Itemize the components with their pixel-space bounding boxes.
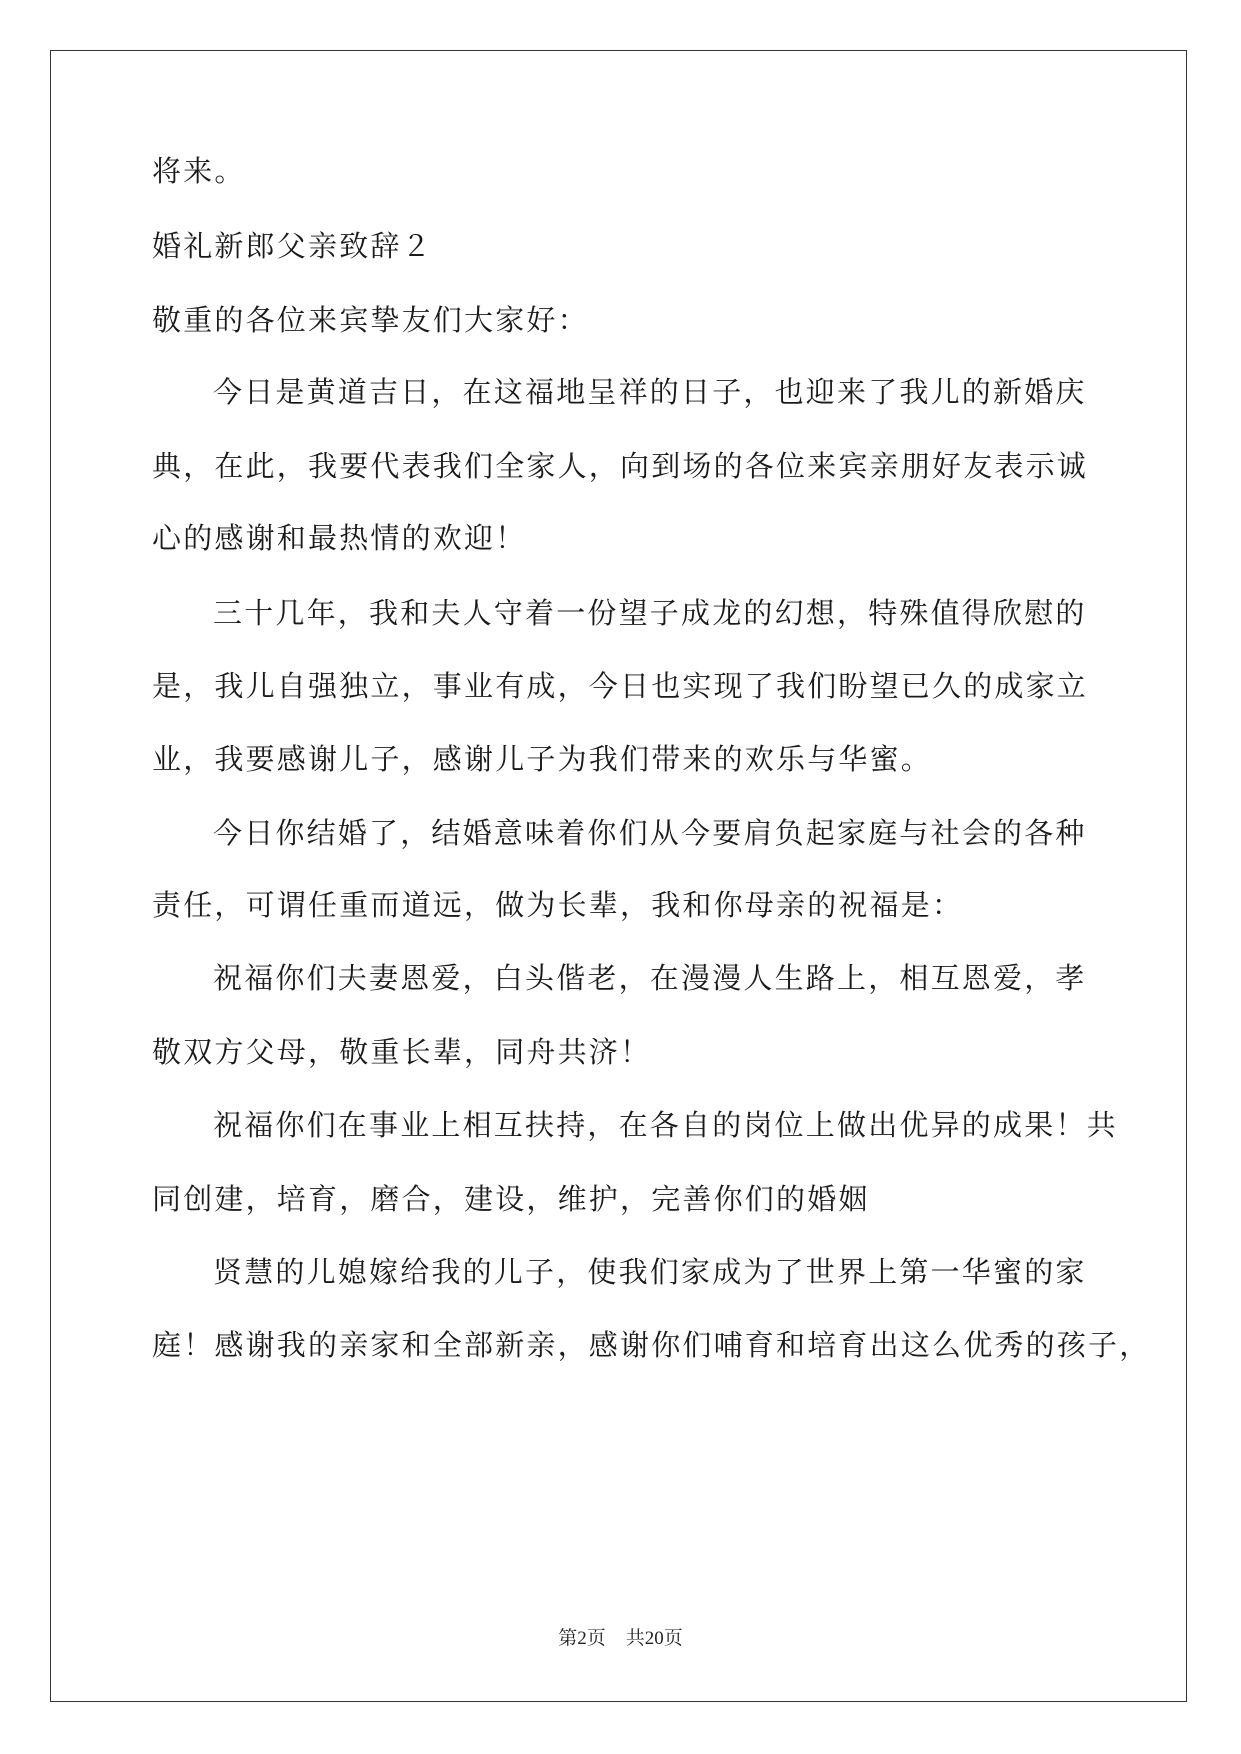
text-line: 三十几年，我和夫人守着一份望子成龙的幻想，特殊值得欣慰的 — [213, 596, 1087, 630]
text-line: 业，我要感谢儿子，感谢儿子为我们带来的欢乐与华蜜。 — [152, 742, 933, 776]
salutation: 敬重的各位来宾挚友们大家好： — [152, 303, 589, 337]
text-line: 祝福你们在事业上相互扶持，在各自的岗位上做出优异的成果！共 — [213, 1108, 1118, 1142]
section-heading: 婚礼新郎父亲致辞２ — [152, 229, 433, 263]
text-line: 贤慧的儿媳嫁给我的儿子，使我们家成为了世界上第一华蜜的家 — [213, 1255, 1087, 1289]
text-line: 同创建，培育，磨合，建设，维护，完善你们的婚姻 — [152, 1182, 870, 1216]
page-footer — [0, 1623, 1241, 1650]
text-line: 今日你结婚了，结婚意味着你们从今要肩负起家庭与社会的各种 — [213, 816, 1087, 850]
text-line: 责任，可谓任重而道远，做为长辈，我和你母亲的祝福是： — [152, 888, 964, 922]
page-number: 第2页 — [558, 1628, 606, 1649]
text-line: 心的感谢和最热情的欢迎！ — [152, 521, 527, 555]
text-line: 是，我儿自强独立，事业有成，今日也实现了我们盼望已久的成家立 — [152, 669, 1089, 703]
text-line: 敬双方父母，敬重长辈，同舟共济！ — [152, 1035, 652, 1069]
text-line: 祝福你们夫妻恩爱，白头偕老，在漫漫人生路上，相互恩爱，孝 — [213, 961, 1087, 995]
text-line: 典，在此，我要代表我们全家人，向到场的各位来宾亲朋好友表示诚 — [152, 449, 1089, 483]
text-line: 将来。 — [152, 154, 246, 188]
text-line: 庭！感谢我的亲家和全部新亲，感谢你们哺育和培育出这么优秀的孩子， — [152, 1328, 1151, 1362]
page-border — [50, 50, 1187, 1702]
text-line: 今日是黄道吉日，在这福地呈祥的日子，也迎来了我儿的新婚庆 — [213, 375, 1087, 409]
page-total: 共20页 — [625, 1628, 683, 1649]
